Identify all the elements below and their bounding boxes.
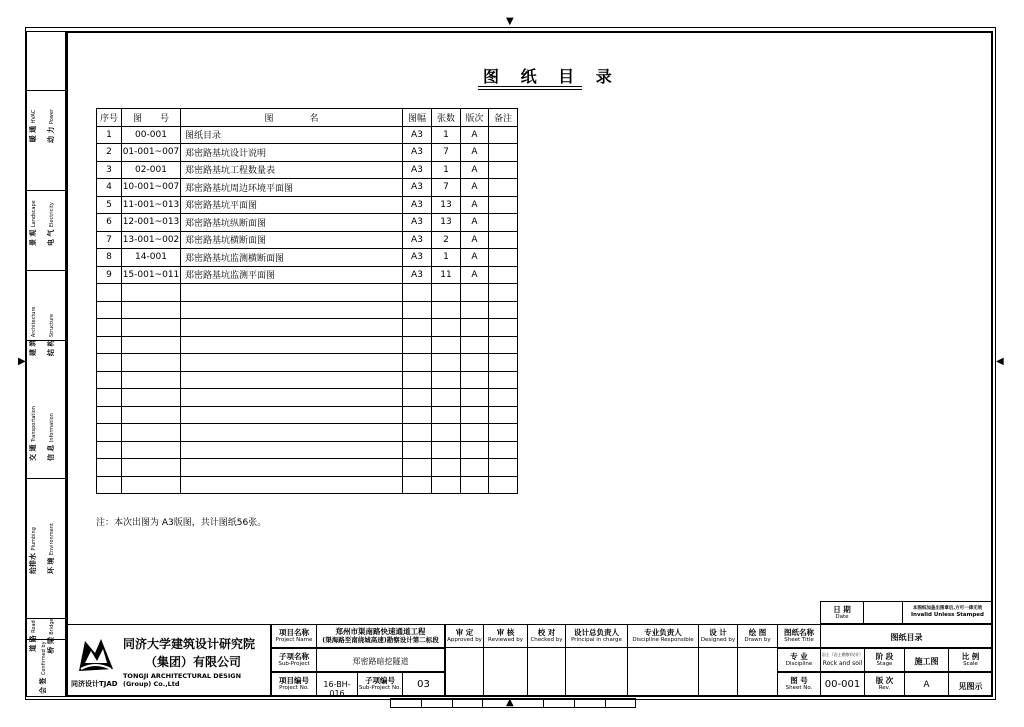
empty-cell	[461, 406, 489, 424]
header-cell: 版次	[461, 109, 489, 127]
cell-drawing-no: 10-001~007	[122, 179, 181, 197]
sheet-title-label: 图纸名称 Sheet Title	[777, 624, 821, 648]
ruler-tick	[452, 698, 453, 708]
empty-cell	[181, 441, 403, 459]
strip-cell-transportation: 交 通 Transportation 信 息 Information	[27, 340, 65, 479]
empty-cell	[461, 336, 489, 354]
ruler-tick	[574, 698, 575, 708]
cell-seq: 4	[97, 179, 122, 197]
empty-cell	[403, 301, 432, 319]
empty-cell	[461, 441, 489, 459]
empty-cell	[181, 406, 403, 424]
discipline-strip	[26, 31, 66, 697]
sheet-title-value: 图纸目录	[820, 624, 993, 648]
cell-seq: 3	[97, 161, 122, 179]
cell-rev: A	[461, 179, 489, 197]
cell-size: A3	[403, 231, 432, 249]
table-row-empty	[97, 406, 518, 424]
discipline-label: 专 业 Discipline	[777, 648, 821, 672]
empty-cell	[403, 319, 432, 337]
role-principal: 设计总负责人 Principal in charge	[565, 624, 628, 648]
cell-size: A3	[403, 266, 432, 284]
empty-cell	[461, 319, 489, 337]
ruler-tick	[482, 698, 483, 708]
cell-size: A3	[403, 196, 432, 214]
empty-cell	[403, 424, 432, 442]
empty-cell	[432, 301, 461, 319]
company-name-en: TONGJI ARCHITECTURAL DESIGN (Group) Co.,Ltd	[123, 672, 242, 688]
empty-cell	[97, 459, 122, 477]
signature-cell	[483, 647, 528, 697]
empty-cell	[461, 354, 489, 372]
empty-cell	[181, 476, 403, 494]
sub-project-label: 子项名称 Sub-Project	[271, 648, 317, 672]
header-cell: 备注	[489, 109, 518, 127]
cell-size: A3	[403, 249, 432, 267]
empty-cell	[432, 284, 461, 302]
empty-cell	[489, 389, 518, 407]
table-row	[97, 161, 518, 179]
cell-remark	[489, 249, 518, 267]
cell-rev: A	[461, 231, 489, 249]
empty-cell	[403, 441, 432, 459]
ruler-tick	[605, 698, 606, 708]
cell-rev: A	[461, 144, 489, 162]
empty-cell	[432, 441, 461, 459]
cell-count: 7	[432, 144, 461, 162]
empty-cell	[181, 284, 403, 302]
empty-cell	[489, 301, 518, 319]
role-reviewed: 审 核 Reviewed by	[483, 624, 528, 648]
cell-rev: A	[461, 161, 489, 179]
cell-drawing-name: 图纸目录	[181, 126, 403, 144]
cell-seq: 5	[97, 196, 122, 214]
bottom-ruler	[390, 698, 636, 708]
ruler-tick	[421, 698, 422, 708]
empty-cell	[122, 336, 181, 354]
empty-cell	[489, 424, 518, 442]
stage-label: 阶 段 Stage	[864, 648, 905, 672]
cell-drawing-name: 郑密路基坑监测平面图	[181, 266, 403, 284]
signature-cell	[527, 647, 566, 697]
empty-cell	[489, 336, 518, 354]
rev-label: 版 次 Rev.	[864, 672, 905, 697]
empty-cell	[97, 371, 122, 389]
empty-cell	[97, 424, 122, 442]
cell-drawing-name: 郑密路基坑平面图	[181, 196, 403, 214]
empty-cell	[461, 389, 489, 407]
empty-cell	[122, 371, 181, 389]
table-header-row	[97, 109, 518, 127]
empty-cell	[461, 301, 489, 319]
rev-value: A	[904, 672, 949, 697]
empty-cell	[489, 284, 518, 302]
empty-cell	[122, 476, 181, 494]
empty-cell	[122, 441, 181, 459]
cell-seq: 7	[97, 231, 122, 249]
empty-cell	[489, 319, 518, 337]
project-no-value: 16-BH-016	[316, 672, 358, 697]
header-cell: 序号	[97, 109, 122, 127]
empty-cell	[181, 319, 403, 337]
arrow-right-left-icon: ▶	[18, 356, 26, 367]
role-drawn: 绘 图 Drawn by	[737, 624, 778, 648]
empty-cell	[122, 301, 181, 319]
empty-cell	[97, 336, 122, 354]
arrow-up-bottom-icon: ▲	[506, 697, 514, 708]
cell-remark	[489, 266, 518, 284]
empty-cell	[122, 389, 181, 407]
empty-cell	[489, 354, 518, 372]
signature-cell	[445, 647, 484, 697]
cell-size: A3	[403, 214, 432, 232]
empty-cell	[403, 406, 432, 424]
empty-cell	[97, 389, 122, 407]
empty-cell	[122, 424, 181, 442]
empty-cell	[461, 424, 489, 442]
header-cell: 图幅	[403, 109, 432, 127]
empty-cell	[97, 441, 122, 459]
ruler-tick	[543, 698, 544, 708]
empty-cell	[403, 284, 432, 302]
scale-label: 比 例 Scale	[948, 648, 993, 672]
strip-cell-architecture: 建 筑 Architecture 结 构 Structure	[27, 270, 65, 341]
empty-cell	[461, 284, 489, 302]
signature-cell	[627, 647, 699, 697]
cell-count: 1	[432, 161, 461, 179]
cell-remark	[489, 214, 518, 232]
table-row-empty	[97, 284, 518, 302]
empty-cell	[181, 336, 403, 354]
sub-project-no-label: 子项编号 Sub-Project No.	[357, 672, 403, 697]
cell-drawing-no: 01-001~007	[122, 144, 181, 162]
arrow-down-top-icon: ▼	[506, 16, 514, 27]
strip-cell-plumbing: 给排水 Plumbing 环 境 Environment	[27, 478, 65, 619]
table-row	[97, 249, 518, 267]
cell-count: 2	[432, 231, 461, 249]
empty-cell	[461, 476, 489, 494]
empty-cell	[432, 424, 461, 442]
table-row	[97, 144, 518, 162]
cell-count: 13	[432, 196, 461, 214]
cell-count: 7	[432, 179, 461, 197]
empty-cell	[97, 406, 122, 424]
empty-cell	[432, 319, 461, 337]
arrow-left-right-icon: ◀	[996, 356, 1004, 367]
role-designed: 设 计 Designed by	[698, 624, 738, 648]
table-row	[97, 231, 518, 249]
sheet-no-label: 图 号 Sheet No.	[777, 672, 821, 697]
cell-drawing-name: 郑密路基坑工程数量表	[181, 161, 403, 179]
cell-rev: A	[461, 249, 489, 267]
drawing-note: 注：本次出图为 A3版图，共计图纸56张。	[96, 518, 267, 528]
empty-cell	[122, 284, 181, 302]
scale-value: 见图示	[948, 672, 993, 697]
sub-project-no-value: 03	[402, 672, 445, 697]
empty-cell	[432, 336, 461, 354]
empty-cell	[489, 406, 518, 424]
date-label-cell: 日 期 Date	[820, 601, 864, 624]
empty-cell	[97, 354, 122, 372]
cell-rev: A	[461, 126, 489, 144]
cell-remark	[489, 179, 518, 197]
table-row-empty	[97, 336, 518, 354]
cell-size: A3	[403, 161, 432, 179]
table-row	[97, 196, 518, 214]
cell-size: A3	[403, 126, 432, 144]
table-row	[97, 214, 518, 232]
cell-drawing-no: 15-001~011	[122, 266, 181, 284]
project-no-label: 项目编号 Project No.	[271, 672, 317, 697]
title-underline	[478, 86, 582, 87]
cell-drawing-no: 12-001~013	[122, 214, 181, 232]
cell-seq: 8	[97, 249, 122, 267]
empty-cell	[403, 476, 432, 494]
empty-cell	[432, 459, 461, 477]
table-row	[97, 266, 518, 284]
cell-seq: 1	[97, 126, 122, 144]
discipline-value: 岩土（岩土勘察/设计） Rock and soil	[820, 648, 865, 672]
header-cell: 图 号	[122, 109, 181, 127]
empty-cell	[181, 371, 403, 389]
strip-cell-landscape: 景 观 Landscape 电 气 Electricity	[27, 190, 65, 271]
company-name-line2: （集团）有限公司	[145, 655, 242, 669]
role-approved: 审 定 Approved by	[445, 624, 484, 648]
cell-drawing-name: 郑密路基坑纵断面图	[181, 214, 403, 232]
table-row-empty	[97, 354, 518, 372]
cell-drawing-no: 11-001~013	[122, 196, 181, 214]
cell-rev: A	[461, 196, 489, 214]
empty-cell	[403, 459, 432, 477]
logo-caption: 同济设计TJAD	[71, 680, 118, 688]
project-name-label: 项目名称 Project Name	[271, 624, 317, 648]
table-row-empty	[97, 441, 518, 459]
cell-drawing-name: 郑密路基坑横断面图	[181, 231, 403, 249]
company-name: 同济大学建筑设计研究院	[123, 637, 256, 651]
empty-cell	[181, 389, 403, 407]
stage-value: 施工图	[904, 648, 949, 672]
strip-cell-hvac: 暖 通 HVAC 动 力 Power	[27, 90, 65, 163]
cell-drawing-no: 02-001	[122, 161, 181, 179]
cell-remark	[489, 126, 518, 144]
cell-count: 11	[432, 266, 461, 284]
cell-drawing-no: 00-001	[122, 126, 181, 144]
empty-cell	[403, 389, 432, 407]
cell-remark	[489, 161, 518, 179]
sub-project-value: 郑密路暗挖隧道	[316, 648, 445, 672]
table-row-empty	[97, 371, 518, 389]
empty-cell	[181, 354, 403, 372]
empty-cell	[403, 371, 432, 389]
cell-drawing-name: 郑密路基坑监测横断面图	[181, 249, 403, 267]
sheet-no-value: 00-001	[820, 672, 865, 697]
empty-cell	[181, 424, 403, 442]
empty-cell	[432, 476, 461, 494]
table-row-empty	[97, 319, 518, 337]
header-cell: 图 名	[181, 109, 403, 127]
cell-drawing-no: 14-001	[122, 249, 181, 267]
table-row-empty	[97, 476, 518, 494]
cell-rev: A	[461, 214, 489, 232]
cell-size: A3	[403, 144, 432, 162]
empty-cell	[432, 354, 461, 372]
cell-size: A3	[403, 179, 432, 197]
cell-drawing-no: 13-001~002	[122, 231, 181, 249]
project-name-value: 郑州市渠南路快速通道工程 (渠海路至南绕城高速)勘察设计第二标段	[316, 624, 445, 648]
cell-remark	[489, 144, 518, 162]
cell-count: 13	[432, 214, 461, 232]
signature-cell	[565, 647, 628, 697]
cell-count: 1	[432, 249, 461, 267]
title-underline	[478, 89, 582, 90]
empty-cell	[122, 406, 181, 424]
role-discipline-responsible: 专业负责人 Discipline Responsible	[627, 624, 699, 648]
table-row-empty	[97, 389, 518, 407]
cell-remark	[489, 231, 518, 249]
header-cell: 张数	[432, 109, 461, 127]
empty-cell	[122, 459, 181, 477]
empty-cell	[403, 336, 432, 354]
empty-cell	[432, 389, 461, 407]
empty-cell	[489, 371, 518, 389]
empty-cell	[97, 301, 122, 319]
empty-cell	[489, 441, 518, 459]
empty-cell	[122, 319, 181, 337]
empty-cell	[489, 459, 518, 477]
empty-cell	[181, 301, 403, 319]
cell-drawing-name: 郑密路基坑设计说明	[181, 144, 403, 162]
drawing-index-table	[96, 108, 518, 494]
empty-cell	[461, 459, 489, 477]
strip-cell-road: 道 路 Road 桥 梁 Bridge 会 签 Confirmed by	[27, 618, 65, 697]
stamp-note-cell: 本图纸加盖出图章后,方可一律无效 Invalid Unless Stamped	[902, 601, 993, 624]
empty-cell	[97, 319, 122, 337]
empty-cell	[489, 476, 518, 494]
empty-cell	[432, 406, 461, 424]
table-row	[97, 126, 518, 144]
table-row-empty	[97, 424, 518, 442]
date-value-cell	[863, 601, 903, 624]
empty-cell	[97, 284, 122, 302]
empty-cell	[432, 371, 461, 389]
empty-cell	[181, 459, 403, 477]
cell-seq: 2	[97, 144, 122, 162]
empty-cell	[122, 354, 181, 372]
role-checked: 校 对 Checked by	[527, 624, 566, 648]
table-row	[97, 179, 518, 197]
cell-count: 1	[432, 126, 461, 144]
empty-cell	[97, 476, 122, 494]
empty-cell	[461, 371, 489, 389]
cell-drawing-name: 郑密路基坑周边环境平面图	[181, 179, 403, 197]
page-title: 图 纸 目 录	[483, 67, 620, 86]
cell-rev: A	[461, 266, 489, 284]
table-row-empty	[97, 301, 518, 319]
signature-cell	[737, 647, 778, 697]
company-block	[66, 624, 271, 697]
cell-seq: 6	[97, 214, 122, 232]
signature-cell	[698, 647, 738, 697]
empty-cell	[403, 354, 432, 372]
cell-remark	[489, 196, 518, 214]
cell-seq: 9	[97, 266, 122, 284]
table-row-empty	[97, 459, 518, 477]
company-logo-icon	[75, 633, 117, 675]
